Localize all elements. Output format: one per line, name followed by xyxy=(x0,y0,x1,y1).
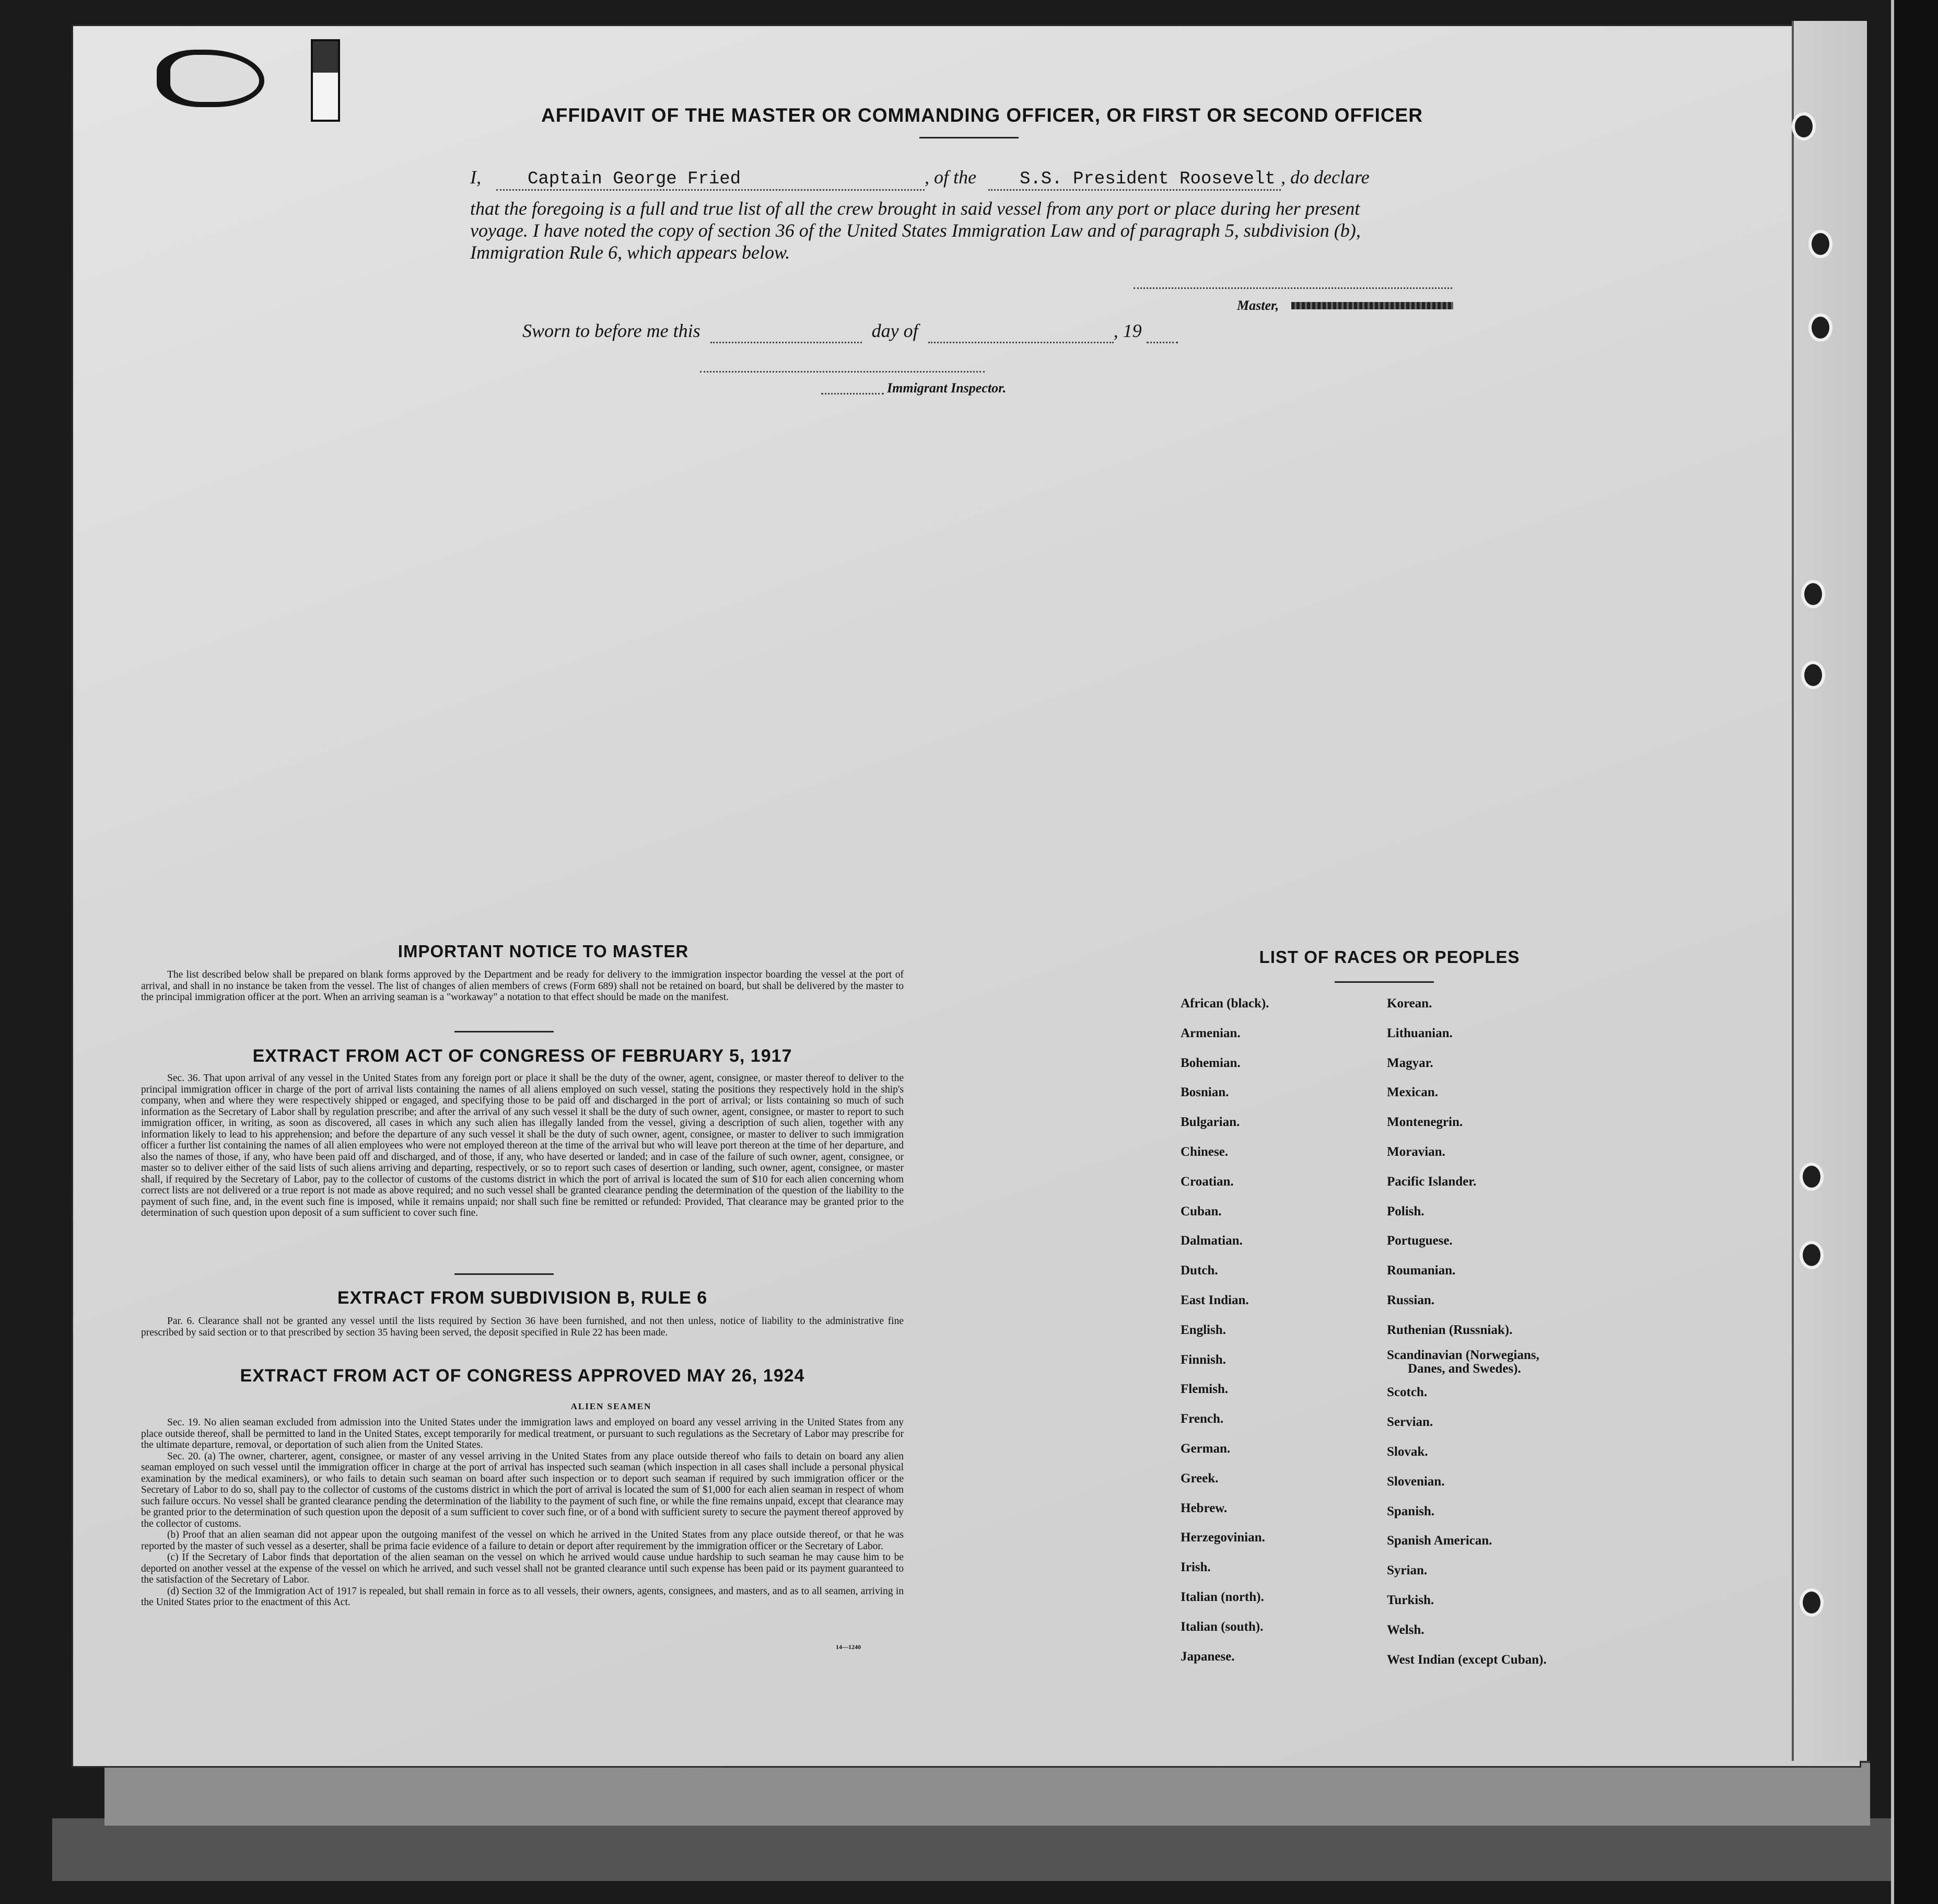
sec-20c-paragraph: (c) If the Secretary of Labor finds that deportation of the alien seaman on the vessel on which he arrived would cause undue hardship to such seaman he may cause him to be deported on another vessel at the expense of the vessel on which he arrived, and such vessel shall not be granted clearance until such expense has been paid or its payment guaranteed to the satisfaction of the Secretary of Labor. xyxy=(141,1552,904,1585)
extract-1917-text xyxy=(141,1073,904,1219)
month-field xyxy=(928,320,1114,343)
race-item: Portuguese. xyxy=(1387,1234,1453,1248)
underlying-page-edge xyxy=(104,1761,1870,1826)
year-field xyxy=(1147,320,1178,343)
affidavit-line-3: voyage. I have noted the copy of section 36 of the United States Immigration Law and of paragraph 5, subdivision (b), xyxy=(470,220,1361,241)
i-label: I, xyxy=(470,167,481,188)
race-item: Moravian. xyxy=(1387,1144,1445,1159)
race-item-scandinavian xyxy=(1387,1345,1606,1378)
race-item: Bulgarian. xyxy=(1181,1115,1240,1130)
race-item: Finnish. xyxy=(1181,1352,1226,1367)
master-label: Master, xyxy=(1237,298,1279,313)
binder-hole-icon xyxy=(1801,580,1825,608)
extract-1917-title: EXTRACT FROM ACT OF CONGRESS OF FEBRUARY 5, 1917 xyxy=(252,1046,792,1066)
race-item: Flemish. xyxy=(1181,1382,1228,1397)
race-item: English. xyxy=(1181,1322,1226,1337)
race-item: Armenian. xyxy=(1181,1026,1241,1040)
race-item: Dalmatian. xyxy=(1181,1234,1243,1248)
races-column-1 xyxy=(1181,989,1390,1671)
race-item-line: Scandinavian (Norwegians, xyxy=(1387,1348,1539,1362)
race-item: Montenegrin. xyxy=(1387,1115,1463,1130)
race-item: Croatian. xyxy=(1181,1174,1234,1189)
race-item: Syrian. xyxy=(1387,1563,1428,1578)
race-item: Scotch. xyxy=(1387,1385,1428,1400)
race-item: Cuban. xyxy=(1181,1204,1222,1218)
race-item: Russian. xyxy=(1387,1293,1435,1307)
race-item: Italian (north). xyxy=(1181,1589,1264,1604)
race-item: Dutch. xyxy=(1181,1263,1218,1278)
form-number: 14—1240 xyxy=(836,1643,861,1651)
sec-20b-paragraph: (b) Proof that an alien seaman did not appear upon the outgoing manifest of the vessel on which he arrived in the United States from any place outside thereof, or that he was reported by the master of such vessel as a deserter, shall be prima facie evidence of a failure to detain or deport after requirement by the immigration officer or the Secretary of Labor. xyxy=(141,1529,904,1552)
master-name: Captain George Fried xyxy=(528,169,741,189)
race-item: Japanese. xyxy=(1181,1649,1235,1664)
race-item: Ruthenian (Russniak). xyxy=(1387,1322,1513,1337)
divider xyxy=(454,1031,554,1032)
title-divider xyxy=(919,137,1019,138)
do-declare-label: , do declare xyxy=(1280,167,1370,188)
alien-seamen-subtitle: ALIEN SEAMEN xyxy=(570,1401,652,1411)
race-item: Chinese. xyxy=(1181,1144,1228,1159)
race-item: Spanish American. xyxy=(1387,1534,1492,1548)
extract-1917-paragraph: Sec. 36. That upon arrival of any vessel in the United States from any foreign port or place it shall be the duty of the owner, agent, consignee, or master thereof to deliver to the principal immigration officer in charge of the port of arrival lists containing the names of all aliens employed on such vessel, stating the positions they respectively hold in the ship's company, when and where they were respectively shipped or engaged, and specifying those to be paid off and discharged in the port of arrival; or lists containing so much of such information as the Secretary of Labor shall by regulation prescribe; and after the arrival of any such vessel it shall be the duty of such owner, agent, consignee, or master to report to such immigration officer, in writing, as soon as discovered, all cases in which any such alien has illegally landed from the vessel, giving a description of such alien, together with any information likely to lead to his apprehension; and before the departure of any such vessel it shall be the duty of such owner, agent, consignee, or master to deliver to such immigration officer a further list containing the names of all alien employees who were not employed thereon at the time of the arrival but who will leave port thereon at the time of her departure, and also the names of those, if any, who have been paid off and discharged, and of those, if any, who have deserted or landed; and in case of the failure of such owner, agent, consignee, or master so to deliver either of the said lists of such aliens arriving and departing, respectively, or so to report such cases of desertion or landing, such owner, agent, consignee, or master shall, if required by the Secretary of Labor, pay to the collector of customs of the customs district in which the port of arrival is located the sum of $10 for each alien concerning whom correct lists are not delivered or a true report is not made as above required; and no such vessel shall be granted clearance pending the determination of the question of the liability to the payment of such fine, and, in the event such fine is imposed, while it remains unpaid; nor shall such fine be remitted or refunded: Provided, That clearance may be granted prior to the determination of such question upon deposit of a sum sufficient to cover such fine. xyxy=(141,1073,904,1218)
race-item-line: Danes, and Swedes). xyxy=(1408,1361,1521,1376)
race-item: French. xyxy=(1181,1412,1224,1426)
race-item: West Indian (except Cuban). xyxy=(1387,1652,1547,1667)
races-title: LIST OF RACES OR PEOPLES xyxy=(1259,947,1520,967)
extract-rule6-title: EXTRACT FROM SUBDIVISION B, RULE 6 xyxy=(337,1288,708,1308)
race-item: Korean. xyxy=(1387,996,1432,1011)
day-field xyxy=(710,320,862,343)
master-signature-line xyxy=(1134,282,1452,289)
affidavit-line-4: Immigration Rule 6, which appears below. xyxy=(470,242,790,263)
race-item: Magyar. xyxy=(1387,1055,1433,1070)
race-item: Turkish. xyxy=(1387,1593,1434,1607)
races-column-2 xyxy=(1387,989,1606,1675)
race-item: East Indian. xyxy=(1181,1293,1249,1307)
notice-paragraph: The list described below shall be prepared on blank forms approved by the Department and be ready for delivery to the immigration inspector boarding the vessel at the port of arrival, and shall in no instance be taken from the vessel. The list of changes of alien members of crews (Form 689) shall not be retained on board, but shall be delivered by the master to the principal immigration officer at the port. When an arriving seaman is a "workaway" a notation to that effect should be made on the manifest. xyxy=(141,969,904,1003)
race-item: Herzegovinian. xyxy=(1181,1530,1265,1545)
race-item: Spanish. xyxy=(1387,1504,1435,1518)
of-the-label: , of the xyxy=(925,167,976,188)
race-item: Mexican. xyxy=(1387,1085,1438,1100)
binder-hole-icon xyxy=(1808,314,1832,342)
inspector-leader xyxy=(821,388,884,394)
binder-hole-icon xyxy=(1792,112,1816,141)
tab-mark-icon xyxy=(311,39,340,122)
extract-rule6-text xyxy=(141,1316,904,1338)
scan-border xyxy=(1891,0,1938,1904)
notice-text xyxy=(141,969,904,1003)
race-item: Welsh. xyxy=(1387,1622,1425,1637)
binder-hole-icon xyxy=(1800,1163,1824,1191)
affidavit-line-2: that the foregoing is a full and true list of all the crew brought in said vessel from any port or place during her present xyxy=(470,198,1360,219)
race-item: Roumanian. xyxy=(1387,1263,1456,1278)
affidavit-title: AFFIDAVIT OF THE MASTER OR COMMANDING OFFICER, OR FIRST OR SECOND OFFICER xyxy=(541,105,1423,126)
divider xyxy=(454,1273,554,1275)
race-item: Slovenian. xyxy=(1387,1474,1445,1489)
affidavit-line-1 xyxy=(470,166,1370,191)
struck-text xyxy=(1291,302,1453,309)
inspector-label: Immigrant Inspector. xyxy=(887,380,1007,396)
day-of-label: day of xyxy=(871,320,918,341)
race-item: Bohemian. xyxy=(1181,1055,1241,1070)
master-name-field xyxy=(496,166,925,191)
vessel-name-field xyxy=(988,166,1281,191)
extract-rule6-paragraph: Par. 6. Clearance shall not be granted any vessel until the lists required by Section 36 have been furnished, and not then unless, notice of liability to the administrative fine prescribed by said section or to that prescribed by section 35 having been served, the deposit specified in Rule 22 has been made. xyxy=(141,1316,904,1338)
race-item: Italian (south). xyxy=(1181,1619,1264,1634)
extract-1924-text xyxy=(141,1417,904,1608)
binder-hole-icon xyxy=(1800,1241,1824,1269)
races-divider xyxy=(1335,981,1434,983)
page-edge-column xyxy=(1792,21,1867,1761)
binder-hole-icon xyxy=(1800,1588,1824,1617)
notice-title: IMPORTANT NOTICE TO MASTER xyxy=(398,942,689,961)
vessel-name: S.S. President Roosevelt xyxy=(1019,169,1276,189)
sec-19-paragraph: Sec. 19. No alien seaman excluded from admission into the United States under the immigration laws and employed on board any vessel arriving in the United States from any place outside thereof, shall be permitted to land in the United States, except temporarily for medical treatment, or pursuant to such regulations as the Secretary of Labor may prescribe for the ultimate departure, removal, or deportation of such alien from the United States. xyxy=(141,1417,904,1450)
race-item: Greek. xyxy=(1181,1471,1219,1485)
race-item: Servian. xyxy=(1387,1415,1433,1430)
race-item: Lithuanian. xyxy=(1387,1026,1453,1040)
sworn-line xyxy=(522,320,1178,343)
race-item: Bosnian. xyxy=(1181,1085,1229,1100)
race-item: Pacific Islander. xyxy=(1387,1174,1477,1189)
race-item: African (black). xyxy=(1181,996,1269,1011)
race-item: German. xyxy=(1181,1441,1231,1456)
race-item: Hebrew. xyxy=(1181,1501,1228,1515)
extract-1924-title: EXTRACT FROM ACT OF CONGRESS APPROVED MAY 26, 1924 xyxy=(240,1366,805,1386)
sec-20d-paragraph: (d) Section 32 of the Immigration Act of 1917 is repealed, but shall remain in force as to all vessels, their owners, agents, consignees, and masters, and as to all seamen, arriving in the United States prior to the enactment of this Act. xyxy=(141,1585,904,1608)
inspector-signature-line xyxy=(700,366,985,373)
race-item: Polish. xyxy=(1387,1204,1425,1218)
race-item: Irish. xyxy=(1181,1560,1211,1575)
race-item: Slovak. xyxy=(1387,1444,1428,1459)
year-label: , 19 xyxy=(1113,320,1142,341)
binder-hole-icon xyxy=(1801,661,1825,689)
sworn-label: Sworn to before me this xyxy=(522,320,701,341)
binder-hole-icon xyxy=(1808,230,1832,258)
background-edge xyxy=(52,1818,1891,1881)
sec-20a-paragraph: Sec. 20. (a) The owner, charterer, agent, consignee, or master of any vessel arriving in the United States from any place outside thereof who fails to detain on board any alien seaman employed on such vessel until the immigration officer in charge at the port of arrival has inspected such seaman (which inspection in all cases shall include a personal physical examination by the medical examiners), or who fails to detain such seaman on board after such inspection or to deport such seaman if required by such immigration officer or the Secretary of Labor to do so, shall pay to the collector of customs of the customs district in which the port of arrival is located the sum of $1,000 for each alien seaman in respect of whom such failure occurs. No vessel shall be granted clearance pending the determination of the liability to the payment of such fine, or while the fine remains unpaid, except that clearance may be granted prior to the determination of such question upon the deposit of a sum sufficient to cover such fine, or of a bond with sufficient surety to secure the payment thereof approved by the collector of customs. xyxy=(141,1450,904,1529)
